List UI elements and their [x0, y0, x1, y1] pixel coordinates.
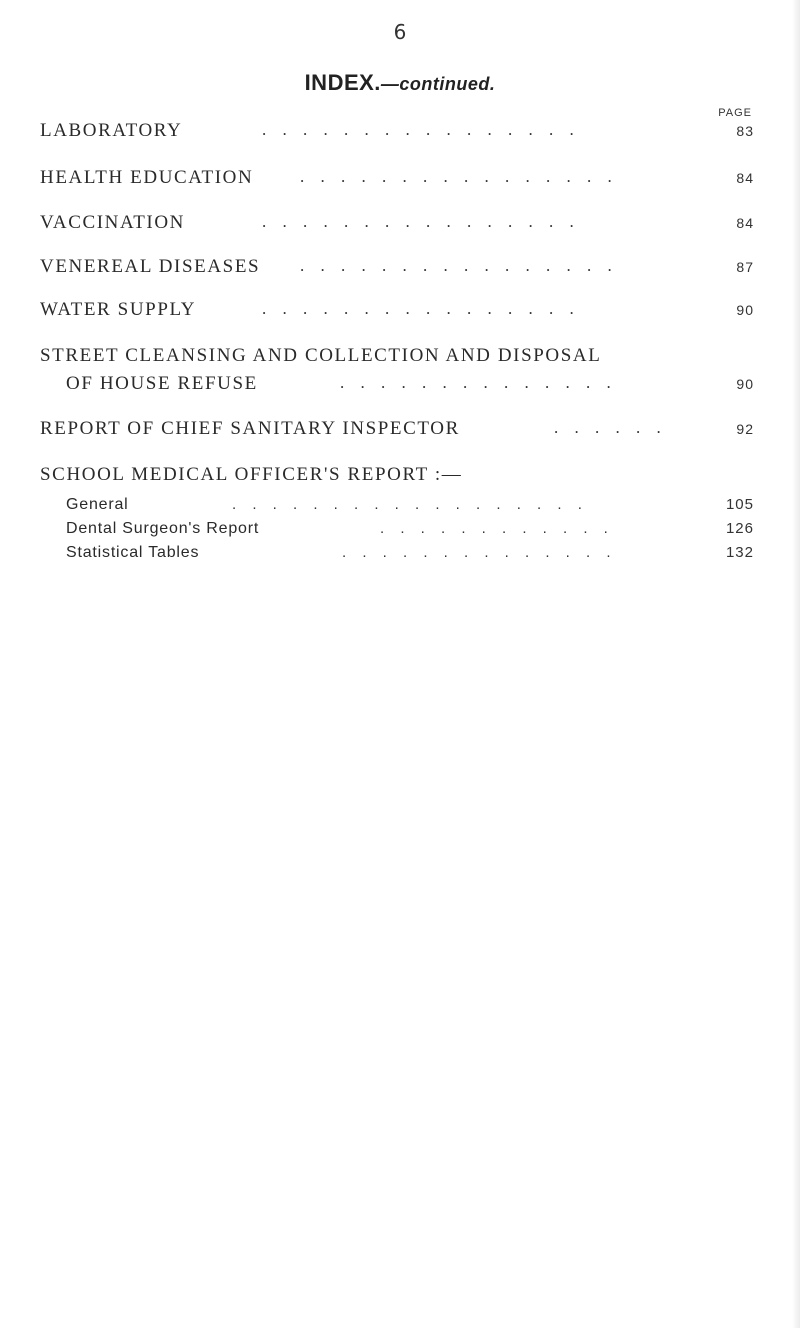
entry-page: 92 — [736, 421, 754, 437]
leader-dots: . . . . . . . . . . . . . . . . — [300, 167, 618, 186]
entry-label: VENEREAL DISEASES — [40, 256, 261, 277]
subentry-page: 132 — [725, 544, 754, 561]
entry-page: 83 — [736, 123, 754, 139]
leader-dots: . . . . . . . . . . . . . . . . — [262, 120, 580, 139]
index-title — [0, 70, 800, 96]
entry-label: HEALTH EDUCATION — [40, 167, 254, 188]
entry-label: VACCINATION — [40, 212, 185, 233]
entry-label: WATER SUPPLY — [40, 299, 197, 320]
subentry-page: 105 — [725, 496, 754, 513]
entry-label: SCHOOL MEDICAL OFFICER'S REPORT :— — [40, 464, 463, 485]
entry-label: LABORATORY — [40, 120, 183, 141]
entry-page: 90 — [736, 302, 754, 318]
subentry-label: Statistical Tables — [66, 544, 200, 561]
entry-label: REPORT OF CHIEF SANITARY INSPECTOR — [40, 418, 460, 439]
entry-page: 90 — [736, 376, 754, 392]
leader-dots: . . . . . . . . . . . . . . . . — [300, 256, 618, 275]
leader-dots: . . . . . . . . . . . . . . . . — [262, 212, 580, 231]
leader-dots: . . . . . . . . . . . . — [380, 520, 614, 537]
subentry-label: General — [66, 496, 129, 513]
leader-dots: . . . . . . . . . . . . . . . . . . — [232, 496, 588, 513]
leader-dots: . . . . . . — [554, 418, 667, 437]
leader-dots: . . . . . . . . . . . . . . — [340, 373, 617, 392]
leader-dots: . . . . . . . . . . . . . . — [342, 544, 617, 561]
page-column-label: PAGE — [718, 107, 752, 119]
index-title-main: INDEX. — [304, 70, 381, 95]
entry-page: 84 — [736, 170, 754, 186]
leader-dots: . . . . . . . . . . . . . . . . — [262, 299, 580, 318]
entry-page: 84 — [736, 215, 754, 231]
entry-page: 87 — [736, 259, 754, 275]
page-number: 6 — [393, 20, 407, 44]
entry-label: STREET CLEANSING AND COLLECTION AND DISPOSAL — [40, 345, 602, 366]
subentry-page: 126 — [725, 520, 754, 537]
page-edge-shadow — [792, 0, 800, 1328]
index-title-continued: —continued. — [380, 74, 496, 94]
subentry-label: Dental Surgeon's Report — [66, 520, 260, 537]
entry-label: OF HOUSE REFUSE — [66, 373, 258, 394]
